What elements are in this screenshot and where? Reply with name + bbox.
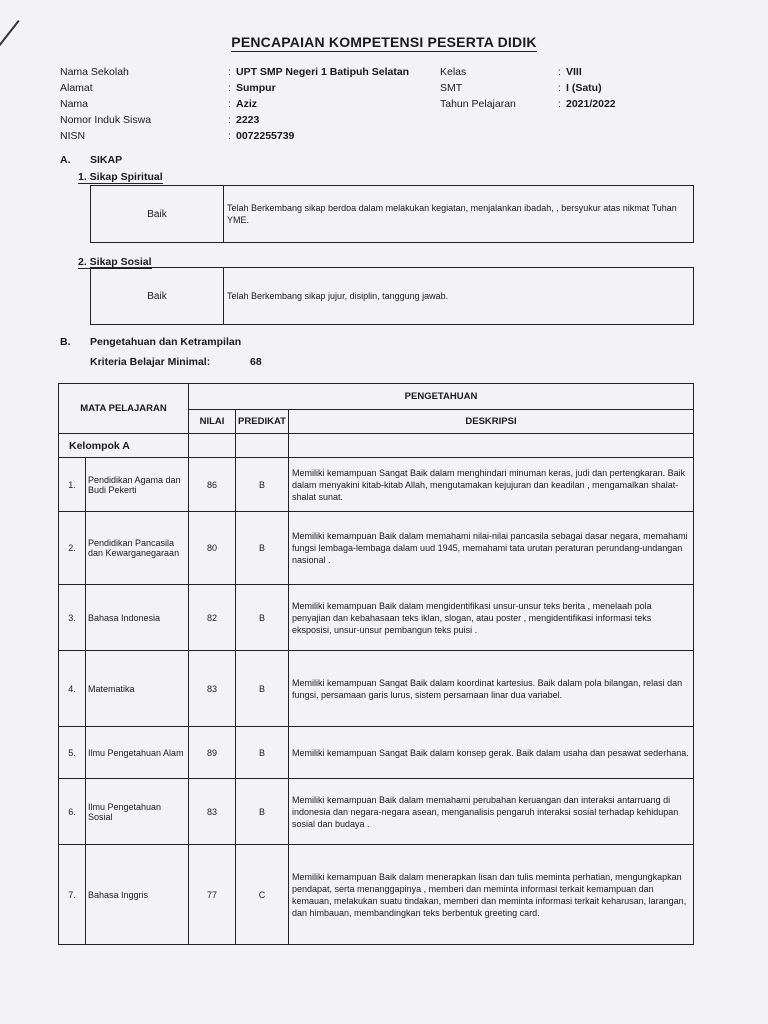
row-nilai: 82: [188, 585, 235, 651]
row-predikat: B: [235, 512, 288, 585]
table-row: [59, 727, 694, 779]
info-label: Nama Sekolah: [60, 66, 129, 78]
row-number: 3.: [59, 585, 86, 651]
row-nilai: 89: [188, 727, 235, 779]
row-subject: Matematika: [86, 651, 189, 727]
info-row: Nomor Induk Siswa : 2223: [60, 114, 260, 126]
student-info: [60, 66, 700, 146]
table-row: [59, 845, 694, 945]
group-label: Kelompok A: [59, 434, 189, 458]
header-predikat: PREDIKAT: [235, 410, 288, 434]
school-name: UPT SMP Negeri 1 Batipuh Selatan: [236, 66, 410, 78]
info-label: NISN: [60, 130, 86, 142]
kkm-line: [90, 356, 262, 368]
nisn-value: 0072255739: [236, 130, 295, 142]
row-number: 6.: [59, 779, 86, 845]
row-number: 2.: [59, 512, 86, 585]
table-row: [59, 585, 694, 651]
info-row: Nama Sekolah : UPT SMP Negeri 1 Batipuh Selatan Kelas : VIII: [60, 66, 582, 78]
row-number: 7.: [59, 845, 86, 945]
row-nilai: 77: [188, 845, 235, 945]
page-title: PENCAPAIAN KOMPETENSI PESERTA DIDIK: [231, 34, 537, 50]
header-nilai: NILAI: [188, 410, 235, 434]
row-predikat: B: [235, 727, 288, 779]
row-nilai: 86: [188, 458, 235, 512]
row-nilai: 80: [188, 512, 235, 585]
header-deskripsi: DESKRIPSI: [288, 410, 693, 434]
student-name: Aziz: [236, 98, 257, 110]
row-subject: Pendidikan Pancasila dan Kewarganegaraan: [86, 512, 189, 585]
kkm-label: Kriteria Belajar Minimal:: [90, 356, 211, 368]
grades-table: [58, 383, 694, 945]
row-deskripsi: Memiliki kemampuan Baik dalam mengidentifikasi unsur-unsur teks berita , menelaah pola penyajian dan kebahasaan teks iklan, slogan, atau poster , mengidentifikasi informasi teks eksposisi, unsur-unsur pembangun teks puisi .: [288, 585, 693, 651]
info-row: Nama : Aziz Tahun Pelajaran : 2021/2022: [60, 98, 616, 110]
info-label: Nomor Induk Siswa: [60, 114, 152, 126]
info-label: Kelas: [440, 66, 467, 78]
spiritual-box: [90, 185, 694, 243]
row-predikat: B: [235, 779, 288, 845]
spiritual-predikat: Baik: [91, 186, 224, 242]
spiritual-heading: 1. Sikap Spiritual: [78, 171, 163, 183]
row-number: 5.: [59, 727, 86, 779]
table-row: [59, 512, 694, 585]
row-subject: Bahasa Inggris: [86, 845, 189, 945]
address-value: Sumpur: [236, 82, 276, 94]
row-deskripsi: Memiliki kemampuan Baik dalam memahami nilai-nilai pancasila sebagai dasar negara, memahami fungsi lembaga-lembaga dalam uud 1945, memahami tata urutan peraturan perundang-undangan nasional .: [288, 512, 693, 585]
info-label: Alamat: [60, 82, 93, 94]
row-nilai: 83: [188, 779, 235, 845]
semester-value: I (Satu): [566, 82, 602, 94]
social-heading: 2. Sikap Sosial: [78, 256, 152, 268]
row-subject: Ilmu Pengetahuan Sosial: [86, 779, 189, 845]
row-nilai: 83: [188, 651, 235, 727]
row-deskripsi: Memiliki kemampuan Baik dalam menerapkan lisan dan tulis meminta perhatian, mengungkapkan pendapat, serta menanggapinya , memberi dan meminta informasi terkait kemampuan dan kemauan, melakukan suatu tindakan, memberi dan meminta informasi terkait keharusan, larangan, dan himbauan, membandingkan teks berbentuk greeting card.: [288, 845, 693, 945]
info-row: NISN : 0072255739: [60, 130, 295, 142]
row-subject: Bahasa Indonesia: [86, 585, 189, 651]
header-pengetahuan: PENGETAHUAN: [188, 384, 693, 410]
header-mata-pelajaran: MATA PELAJARAN: [59, 384, 189, 434]
row-predikat: C: [235, 845, 288, 945]
social-description: Telah Berkembang sikap jujur, disiplin, tanggung jawab.: [227, 291, 449, 301]
row-predikat: B: [235, 585, 288, 651]
class-value: VIII: [566, 66, 582, 78]
row-deskripsi: Memiliki kemampuan Baik dalam memahami perubahan keruangan dan interaksi antarruang di indonesia dan negara-negara asean, menganalisis pengaruh interaksi sosial terhadap kehidupan sosial dan budaya .: [288, 779, 693, 845]
report-page: PENCAPAIAN KOMPETENSI PESERTA DIDIK Nama Sekolah : UPT SMP Negeri 1 Batipuh Selatan Kelas : VIII Alamat : Sumpur SMT : I (Satu) Nama : Aziz Tahun Pelajaran : 2021/2022 Nomor Induk Siswa : 2223 NISN : 0072255739 A. SIKAP 1. Sikap Spiritual Baik Telah Berkembang sikap berdoa dalam melakukan kegiatan, menjalankan ibadah, , bersyukur atas nikmat Tuhan YME. 2. Sikap Sosial Baik Telah Berkembang sikap jujur, disiplin, tanggung jawab. B. Pengetahuan dan Ketrampilan Kriteria Belajar Minimal: 68 MATA PELAJARAN PENGETAHUAN NILAI PREDIKAT DESKRIPSI Kelompok A 1. Pendidikan Agama dan Budi Pekerti 86 B Memiliki kemampuan Sangat Baik dalam menghindari minuman keras, judi dan pertengkaran. Baik dalam menyakini kitab-kitab Allah, mengutamakan kejujuran dan keadilan , mengamalkan shalat-shalat sunat. 2. Pendidikan Pancasila dan Kewarganegaraan 80 B Memiliki kemampuan Baik dalam memahami nilai-nilai pancasila sebagai dasar negara, memahami fungsi lembaga-lembaga dalam uud 1945, memahami tata urutan peraturan perundang-undangan nasional . 3. Bahasa Indonesia 82 B Memiliki kemampuan Baik dalam mengidentifikasi unsur-unsur teks berita , menelaah pola penyajian dan kebahasaan teks iklan, slogan, atau poster , mengidentifikasi informasi teks eksposisi, unsur-unsur pembangun teks puisi . 4. Matematika 83 B Memiliki kemampuan Sangat Baik dalam koordinat kartesius. Baik dalam pola bilangan, relasi dan fungsi, persamaan garis lurus, sistem persamaan linar dua variabel. 5. Ilmu Pengetahuan Alam 89 B Memiliki kemampuan Sangat Baik dalam konsep gerak. Baik dalam usaha dan pesawat sederhana. 6. Ilmu Pengetahuan Sosial 83 B Memiliki kemampuan Baik dalam memahami perubahan keruangan dan interaksi antarruang di indonesia dan negara-negara asean, menganalisis pengaruh interaksi sosial terhadap kehidupan sosial dan budaya . 7. Bahasa Inggris 77 C Memiliki kemampuan Baik dalam menerapkan lisan dan tulis meminta perhatian, mengungkapkan pendapat, serta menanggapinya , memberi dan meminta informasi terkait kemampuan dan kemauan, melakukan suatu tindakan, memberi dan meminta informasi terkait keharusan, larangan, dan himbauan, membandingkan teks berbentuk greeting card.: [0, 0, 768, 1024]
row-number: 1.: [59, 458, 86, 512]
row-subject: Pendidikan Agama dan Budi Pekerti: [86, 458, 189, 512]
row-deskripsi: Memiliki kemampuan Sangat Baik dalam konsep gerak. Baik dalam usaha dan pesawat sederhana.: [288, 727, 693, 779]
kkm-value: 68: [250, 356, 262, 368]
info-label: SMT: [440, 82, 463, 94]
row-deskripsi: Memiliki kemampuan Sangat Baik dalam menghindari minuman keras, judi dan pertengkaran. Baik dalam menyakini kitab-kitab Allah, mengutamakan kejujuran dan keadilan , mengamalkan shalat-shalat sunat.: [288, 458, 693, 512]
info-row: Alamat : Sumpur SMT : I (Satu): [60, 82, 602, 94]
spiritual-description: Telah Berkembang sikap berdoa dalam melakukan kegiatan, menjalankan ibadah, , bersyukur atas nikmat Tuhan YME.: [227, 203, 677, 225]
table-row: [59, 458, 694, 512]
student-id-value: 2223: [236, 114, 260, 126]
row-predikat: B: [235, 651, 288, 727]
social-box: [90, 267, 694, 325]
social-predikat: Baik: [91, 268, 224, 324]
info-label: Nama: [60, 98, 89, 110]
row-subject: Ilmu Pengetahuan Alam: [86, 727, 189, 779]
academic-year-value: 2021/2022: [566, 98, 616, 110]
row-deskripsi: Memiliki kemampuan Sangat Baik dalam koordinat kartesius. Baik dalam pola bilangan, relasi dan fungsi, persamaan garis lurus, sistem persamaan linar dua variabel.: [288, 651, 693, 727]
row-number: 4.: [59, 651, 86, 727]
table-row: [59, 651, 694, 727]
table-row: [59, 779, 694, 845]
info-label: Tahun Pelajaran: [440, 98, 516, 110]
row-predikat: B: [235, 458, 288, 512]
